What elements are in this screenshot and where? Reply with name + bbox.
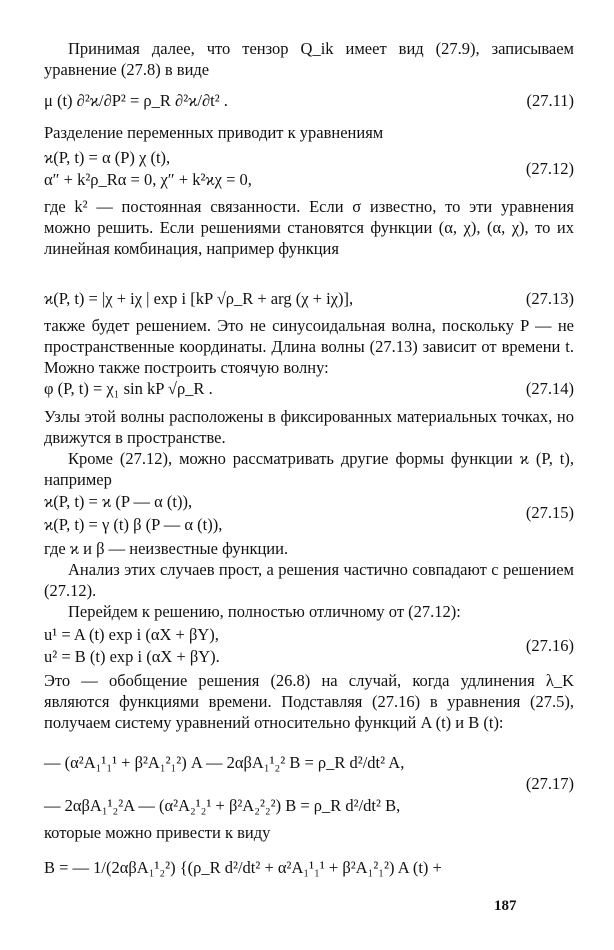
paragraph-l5: Узлы этой волны расположены в фиксированных материальных точках, но движутся в пространстве. bbox=[44, 407, 574, 447]
equation-eq7b: — 2αβA₁¹₂²A — (α²A₂¹₂¹ + β²A₂²₂²) B = ρ_R d²/dt² B, bbox=[44, 796, 401, 815]
equation-eq6b: u² = B (t) exp i (αX + βY). bbox=[44, 647, 220, 666]
paragraph-l3: где k² — постоянная связанности. Если σ известно, то эти уравнения можно решить. Если решениями становятся функции (α, χ), (α, χ), то их линейная комбинация, например функция bbox=[44, 197, 574, 258]
equation-eq2b: α″ + k²ρ_Rα = 0, χ″ + k²ϰχ = 0, bbox=[44, 170, 252, 189]
paragraph-l6: Кроме (27.12), можно рассматривать другие формы функции ϰ (P, t), например bbox=[44, 449, 574, 489]
paragraph-l4: также будет решением. Это не синусоидальная волна, поскольку P — не пространственные координаты. Длина волны (27.13) зависит от времени t. Можно также построить стоячую волну: bbox=[44, 316, 574, 377]
paragraph-l1: Принимая далее, что тензор Q_ik имеет вид (27.9), записываем уравнение (27.8) в виде bbox=[44, 39, 574, 79]
equation-eq6a: u¹ = A (t) exp i (αX + βY), bbox=[44, 625, 219, 644]
equation-eq4: φ (P, t) = χ₁ sin kP √ρ_R . bbox=[44, 379, 213, 398]
equation-eq2a: ϰ(P, t) = α (P) χ (t), bbox=[44, 148, 171, 167]
equation-number-n5: (27.15) bbox=[525, 503, 574, 522]
paragraph-l7: где ϰ и β — неизвестные функции. bbox=[44, 539, 289, 558]
equation-number-n1: (27.11) bbox=[526, 91, 574, 110]
equation-eq5b: ϰ(P, t) = γ (t) β (P — α (t)), bbox=[44, 515, 223, 534]
equation-eq3: ϰ(P, t) = |χ + iχ | exp i [kP √ρ_R + arg (χ + iχ)], bbox=[44, 289, 354, 308]
equation-number-n3: (27.13) bbox=[525, 289, 574, 308]
equation-eq8: B = — 1/(2αβA₁¹₂²) {(ρ_R d²/dt² + α²A₁¹₁¹ + β²A₁²₁²) A (t) + bbox=[44, 858, 442, 877]
equation-number-n7: (27.17) bbox=[525, 774, 574, 793]
equation-number-n2: (27.12) bbox=[525, 159, 574, 178]
equation-eq1: μ (t) ∂²ϰ/∂P² = ρ_R ∂²ϰ/∂t² . bbox=[44, 91, 228, 110]
paragraph-l2: Разделение переменных приводит к уравнениям bbox=[44, 123, 384, 142]
equation-eq7a: — (α²A₁¹₁¹ + β²A₁²₁²) A — 2αβA₁¹₂² B = ρ_R d²/dt² A, bbox=[44, 753, 405, 772]
equation-number-n4: (27.14) bbox=[525, 379, 574, 398]
paragraph-l11: которые можно привести к виду bbox=[44, 823, 271, 842]
paragraph-l8: Анализ этих случаев прост, а решения частично совпадают с решением (27.12). bbox=[44, 560, 574, 600]
book-page bbox=[44, 0, 574, 950]
paragraph-l10: Это — обобщение решения (26.8) на случай, когда удлинения λ_K являются функциями времени. Подставляя (27.16) в уравнения (27.5), получаем систему уравнений относительно функций A (t) и B (t): bbox=[44, 671, 574, 732]
paragraph-l9: Перейдем к решению, полностью отличному от (27.12): bbox=[68, 602, 461, 621]
page-number: 187 bbox=[494, 898, 517, 914]
equation-number-n6: (27.16) bbox=[525, 636, 574, 655]
equation-eq5a: ϰ(P, t) = ϰ (P — α (t)), bbox=[44, 492, 193, 511]
